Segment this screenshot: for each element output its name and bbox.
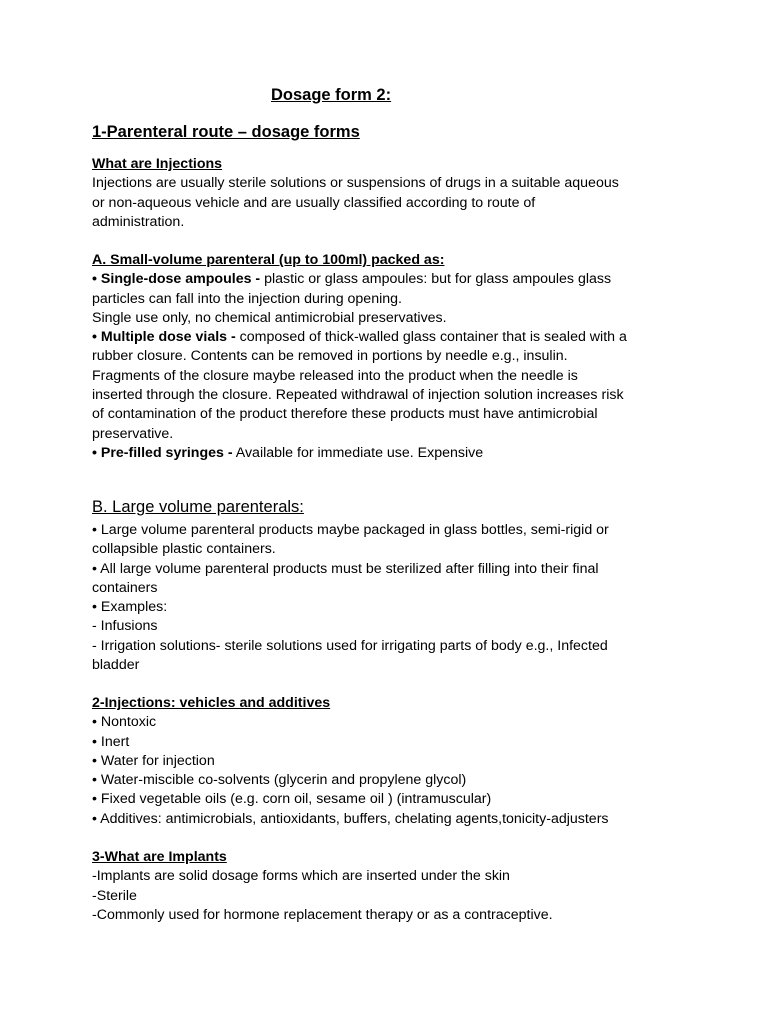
paragraph-line: particles can fall into the injection during opening. <box>92 290 402 307</box>
document-title: Dosage form 2: <box>271 86 392 104</box>
large-volume-section <box>92 521 692 675</box>
list-line: - Infusions <box>92 618 158 635</box>
list-item: • Water-miscible co-solvents (glycerin and propylene glycol) <box>92 772 467 789</box>
list-item: -Sterile <box>92 887 137 904</box>
list-item: • Inert <box>92 733 130 750</box>
paragraph-line: Injections are usually sterile solutions or suspensions of drugs in a suitable aqueous <box>92 175 619 192</box>
list-item: • Nontoxic <box>92 714 157 731</box>
section-heading-large-volume: B. Large volume parenterals: <box>92 498 304 516</box>
paragraph-line: administration. <box>92 213 185 230</box>
definition-text: Available for immediate use. Expensive <box>232 444 484 461</box>
paragraph-line: Fragments of the closure maybe released into the product when the needle is <box>92 367 578 384</box>
list-item-prefilled <box>92 444 692 463</box>
list-item: • Additives: antimicrobials, antioxidants, buffers, chelating agents,tonicity-adjusters <box>92 810 609 827</box>
list-line: containers <box>92 579 158 596</box>
term-multiple-dose: • Multiple dose vials - <box>92 329 236 346</box>
injections-definition <box>92 155 692 232</box>
list-line: collapsible plastic containers. <box>92 541 276 558</box>
paragraph-line: preservative. <box>92 425 174 442</box>
list-item: • Fixed vegetable oils (e.g. corn oil, sesame oil ) (intramuscular) <box>92 791 492 808</box>
paragraph-line: inserted through the closure. Repeated withdrawal of injection solution increases risk <box>92 387 624 404</box>
subheading-small-volume: A. Small-volume parenteral (up to 100ml) packed as: <box>92 252 445 268</box>
subheading-implants: 3-What are Implants <box>92 849 227 865</box>
list-line: • Large volume parenteral products maybe packaged in glass bottles, semi-rigid or <box>92 522 609 538</box>
paragraph-line: Single use only, no chemical antimicrobial preservatives. <box>92 309 447 326</box>
term-prefilled: • Pre-filled syringes - <box>92 444 233 461</box>
definition-text: plastic or glass ampoules: but for glass ampoules glass <box>260 271 612 288</box>
list-item-multiple-dose <box>92 328 692 347</box>
paragraph-line: or non-aqueous vehicle and are usually classified according to route of <box>92 194 536 211</box>
implants-section <box>92 848 692 925</box>
list-item: • Water for injection <box>92 752 215 769</box>
list-item: -Commonly used for hormone replacement therapy or as a contraceptive. <box>92 906 553 923</box>
definition-text: composed of thick-walled glass container that is sealed with a <box>235 329 627 346</box>
list-line: • All large volume parenteral products must be sterilized after filling into their final <box>92 560 599 577</box>
list-item-single-dose <box>92 270 692 289</box>
subheading-vehicles: 2-Injections: vehicles and additives <box>92 695 331 711</box>
list-item: -Implants are solid dosage forms which are inserted under the skin <box>92 868 510 885</box>
small-volume-section <box>92 251 692 463</box>
subheading-what-are-injections: What are Injections <box>92 156 223 172</box>
list-line: • Examples: <box>92 599 168 616</box>
list-line: bladder <box>92 657 140 674</box>
term-single-dose: • Single-dose ampoules - <box>92 271 261 288</box>
paragraph-line: rubber closure. Contents can be removed in portions by needle e.g., insulin. <box>92 348 568 365</box>
section-heading-parenteral: 1-Parenteral route – dosage forms <box>92 123 360 141</box>
paragraph-line: of contamination of the product therefore these products must have antimicrobial <box>92 406 598 423</box>
list-line: - Irrigation solutions- sterile solutions used for irrigating parts of body e.g., Infected <box>92 637 608 654</box>
vehicles-section <box>92 694 692 829</box>
